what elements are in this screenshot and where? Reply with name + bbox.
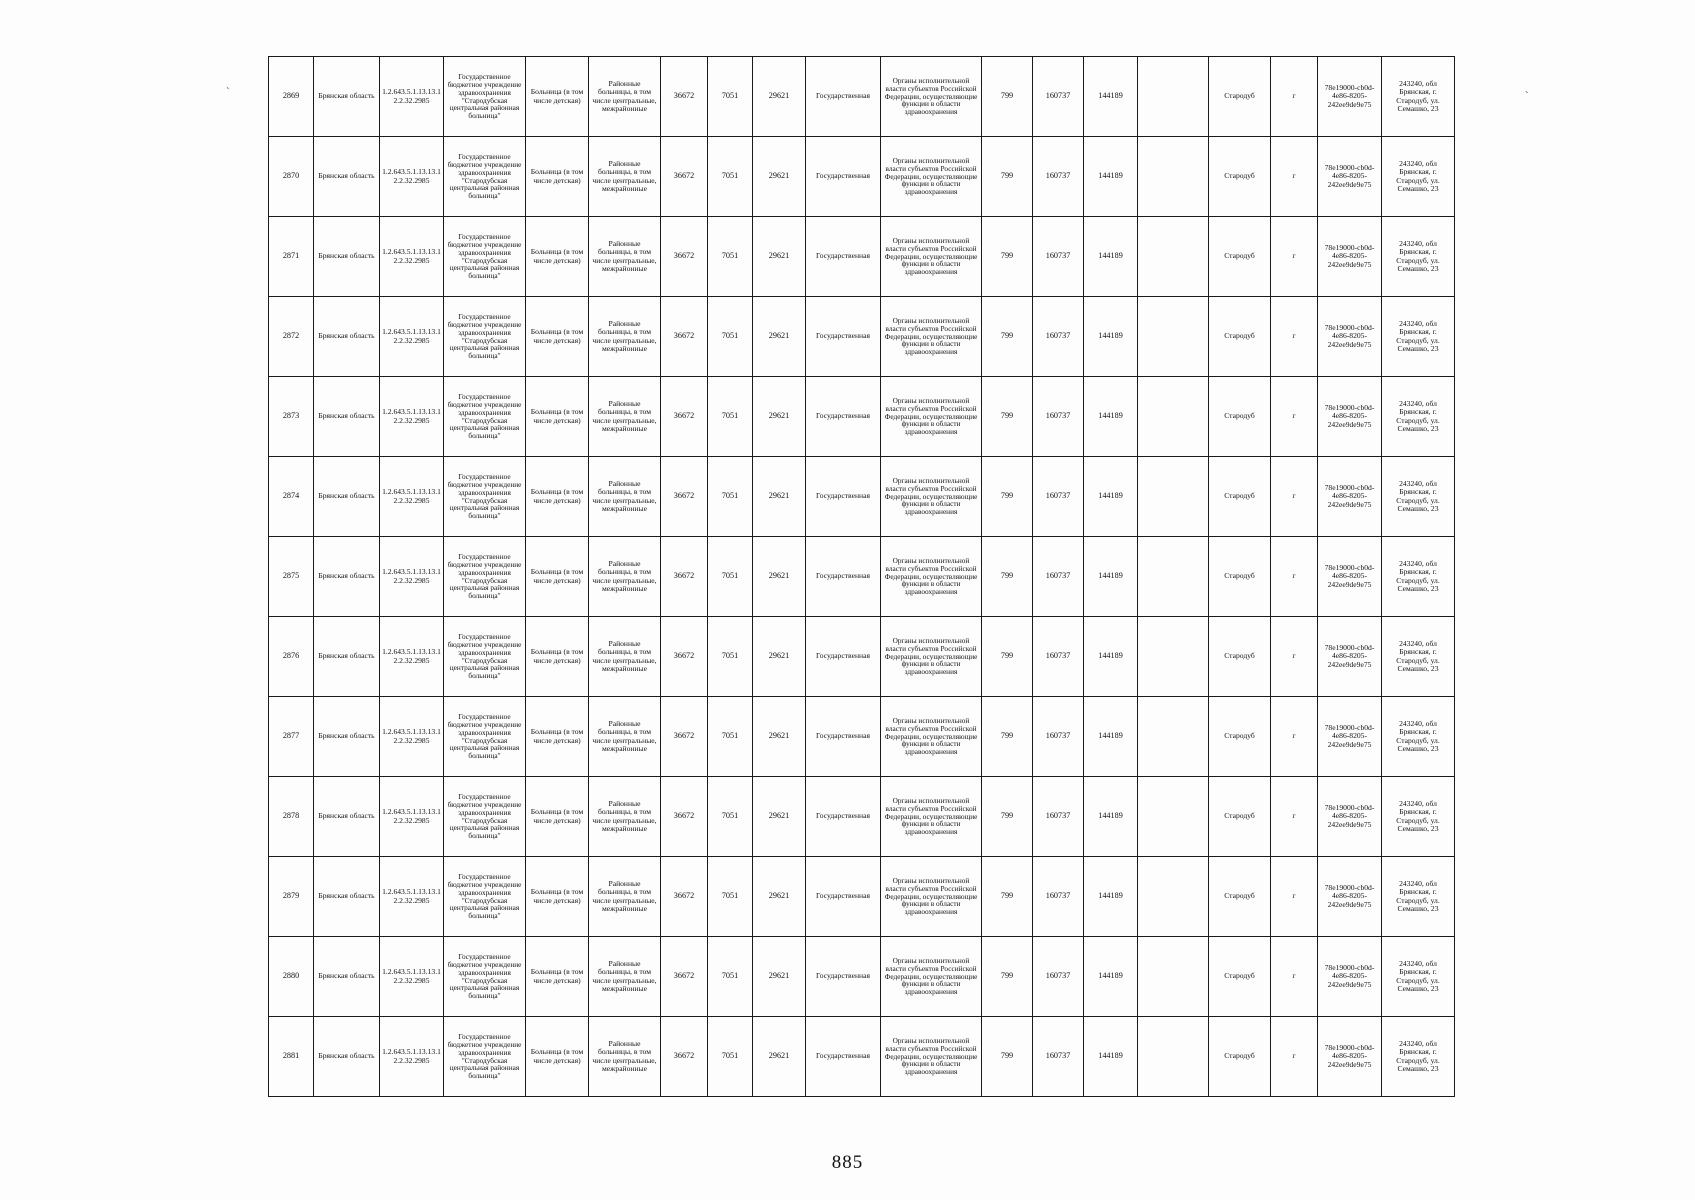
okpo-cell: 144189 [1084, 217, 1138, 297]
fias-guid-cell: 78e19000-cb0d-4e86-8205-242ee9de9e75 [1318, 937, 1382, 1017]
table-row [269, 617, 1455, 697]
okpo-cell: 144189 [1084, 297, 1138, 377]
facility-type-cell: Больница (в том числе детская) [526, 137, 589, 217]
okpo-cell: 144189 [1084, 457, 1138, 537]
city-cell: Стародуб [1209, 297, 1271, 377]
oid-code-cell: 1.2.643.5.1.13.13.12.2.32.2985 [380, 1017, 444, 1097]
table-row [269, 1017, 1455, 1097]
okpo-cell: 144189 [1084, 1017, 1138, 1097]
organization-name-cell: Государственное бюджетное учреждение здравоохранения "Стародубская центральная районная больница" [444, 57, 526, 137]
authority-cell: Органы исполнительной власти субъектов Российской Федерации, осуществляющие функции в области здравоохранения [881, 137, 982, 217]
okpo-cell: 144189 [1084, 697, 1138, 777]
visits-count-cell: 29621 [753, 297, 806, 377]
settlement-type-cell: г [1271, 777, 1318, 857]
fias-guid-cell: 78e19000-cb0d-4e86-8205-242ee9de9e75 [1318, 457, 1382, 537]
operations-count-cell: 7051 [708, 537, 753, 617]
oktmo-cell: 160737 [1033, 857, 1084, 937]
region-cell: Брянская область [314, 617, 380, 697]
oid-code-cell: 1.2.643.5.1.13.13.12.2.32.2985 [380, 537, 444, 617]
okpo-cell: 144189 [1084, 857, 1138, 937]
settlement-type-cell: г [1271, 937, 1318, 1017]
row-number-cell: 2872 [269, 297, 314, 377]
row-number-cell: 2877 [269, 697, 314, 777]
ownership-cell: Государственная [806, 1017, 881, 1097]
oid-code-cell: 1.2.643.5.1.13.13.12.2.32.2985 [380, 297, 444, 377]
ownership-cell: Государственная [806, 697, 881, 777]
address-cell: 243240, обл Брянская, г. Стародуб, ул. Семашко, 23 [1382, 57, 1455, 137]
table-row [269, 377, 1455, 457]
ownership-cell: Государственная [806, 57, 881, 137]
organization-name-cell: Государственное бюджетное учреждение здравоохранения "Стародубская центральная районная больница" [444, 857, 526, 937]
row-number-cell: 2880 [269, 937, 314, 1017]
row-number-cell: 2876 [269, 617, 314, 697]
blank-cell [1138, 217, 1209, 297]
facility-type-cell: Больница (в том числе детская) [526, 617, 589, 697]
oid-code-cell: 1.2.643.5.1.13.13.12.2.32.2985 [380, 937, 444, 1017]
okpo-cell: 144189 [1084, 617, 1138, 697]
organization-name-cell: Государственное бюджетное учреждение здравоохранения "Стародубская центральная районная больница" [444, 457, 526, 537]
visits-count-cell: 29621 [753, 697, 806, 777]
visits-count-cell: 29621 [753, 937, 806, 1017]
okopf-cell: 799 [982, 937, 1033, 1017]
okopf-cell: 799 [982, 697, 1033, 777]
organization-name-cell: Государственное бюджетное учреждение здравоохранения "Стародубская центральная районная больница" [444, 697, 526, 777]
blank-cell [1138, 617, 1209, 697]
ownership-cell: Государственная [806, 377, 881, 457]
organization-name-cell: Государственное бюджетное учреждение здравоохранения "Стародубская центральная районная больница" [444, 777, 526, 857]
beds-count-cell: 36672 [661, 617, 708, 697]
blank-cell [1138, 297, 1209, 377]
ownership-cell: Государственная [806, 137, 881, 217]
operations-count-cell: 7051 [708, 857, 753, 937]
blank-cell [1138, 537, 1209, 617]
table-row [269, 777, 1455, 857]
row-number-cell: 2874 [269, 457, 314, 537]
page-number: 885 [831, 1152, 864, 1173]
address-cell: 243240, обл Брянская, г. Стародуб, ул. Семашко, 23 [1382, 137, 1455, 217]
oid-code-cell: 1.2.643.5.1.13.13.12.2.32.2985 [380, 857, 444, 937]
authority-cell: Органы исполнительной власти субъектов Российской Федерации, осуществляющие функции в области здравоохранения [881, 937, 982, 1017]
fias-guid-cell: 78e19000-cb0d-4e86-8205-242ee9de9e75 [1318, 617, 1382, 697]
facility-subtype-cell: Районные больницы, в том числе центральные, межрайонные [589, 937, 661, 1017]
settlement-type-cell: г [1271, 217, 1318, 297]
city-cell: Стародуб [1209, 377, 1271, 457]
region-cell: Брянская область [314, 777, 380, 857]
beds-count-cell: 36672 [661, 137, 708, 217]
settlement-type-cell: г [1271, 377, 1318, 457]
fias-guid-cell: 78e19000-cb0d-4e86-8205-242ee9de9e75 [1318, 137, 1382, 217]
table-row [269, 137, 1455, 217]
authority-cell: Органы исполнительной власти субъектов Российской Федерации, осуществляющие функции в области здравоохранения [881, 857, 982, 937]
address-cell: 243240, обл Брянская, г. Стародуб, ул. Семашко, 23 [1382, 297, 1455, 377]
beds-count-cell: 36672 [661, 217, 708, 297]
okpo-cell: 144189 [1084, 57, 1138, 137]
beds-count-cell: 36672 [661, 537, 708, 617]
registry-body [269, 57, 1455, 1097]
address-cell: 243240, обл Брянская, г. Стародуб, ул. Семашко, 23 [1382, 537, 1455, 617]
visits-count-cell: 29621 [753, 137, 806, 217]
oid-code-cell: 1.2.643.5.1.13.13.12.2.32.2985 [380, 217, 444, 297]
okopf-cell: 799 [982, 1017, 1033, 1097]
facility-type-cell: Больница (в том числе детская) [526, 457, 589, 537]
okopf-cell: 799 [982, 297, 1033, 377]
okopf-cell: 799 [982, 137, 1033, 217]
oktmo-cell: 160737 [1033, 57, 1084, 137]
facility-subtype-cell: Районные больницы, в том числе центральные, межрайонные [589, 457, 661, 537]
organization-name-cell: Государственное бюджетное учреждение здравоохранения "Стародубская центральная районная больница" [444, 297, 526, 377]
operations-count-cell: 7051 [708, 937, 753, 1017]
oid-code-cell: 1.2.643.5.1.13.13.12.2.32.2985 [380, 617, 444, 697]
settlement-type-cell: г [1271, 617, 1318, 697]
operations-count-cell: 7051 [708, 297, 753, 377]
authority-cell: Органы исполнительной власти субъектов Российской Федерации, осуществляющие функции в области здравоохранения [881, 57, 982, 137]
scan-mark: ` [1525, 90, 1529, 102]
registry-table [268, 56, 1455, 1097]
oktmo-cell: 160737 [1033, 937, 1084, 1017]
oktmo-cell: 160737 [1033, 457, 1084, 537]
beds-count-cell: 36672 [661, 377, 708, 457]
oid-code-cell: 1.2.643.5.1.13.13.12.2.32.2985 [380, 377, 444, 457]
address-cell: 243240, обл Брянская, г. Стародуб, ул. Семашко, 23 [1382, 1017, 1455, 1097]
blank-cell [1138, 697, 1209, 777]
facility-type-cell: Больница (в том числе детская) [526, 57, 589, 137]
facility-type-cell: Больница (в том числе детская) [526, 1017, 589, 1097]
beds-count-cell: 36672 [661, 457, 708, 537]
registry-sheet [268, 56, 1455, 1097]
table-row [269, 57, 1455, 137]
authority-cell: Органы исполнительной власти субъектов Российской Федерации, осуществляющие функции в области здравоохранения [881, 377, 982, 457]
city-cell: Стародуб [1209, 537, 1271, 617]
organization-name-cell: Государственное бюджетное учреждение здравоохранения "Стародубская центральная районная больница" [444, 137, 526, 217]
row-number-cell: 2869 [269, 57, 314, 137]
blank-cell [1138, 137, 1209, 217]
okpo-cell: 144189 [1084, 937, 1138, 1017]
organization-name-cell: Государственное бюджетное учреждение здравоохранения "Стародубская центральная районная больница" [444, 1017, 526, 1097]
oid-code-cell: 1.2.643.5.1.13.13.12.2.32.2985 [380, 697, 444, 777]
address-cell: 243240, обл Брянская, г. Стародуб, ул. Семашко, 23 [1382, 937, 1455, 1017]
authority-cell: Органы исполнительной власти субъектов Российской Федерации, осуществляющие функции в области здравоохранения [881, 1017, 982, 1097]
authority-cell: Органы исполнительной власти субъектов Российской Федерации, осуществляющие функции в области здравоохранения [881, 777, 982, 857]
address-cell: 243240, обл Брянская, г. Стародуб, ул. Семашко, 23 [1382, 777, 1455, 857]
facility-subtype-cell: Районные больницы, в том числе центральные, межрайонные [589, 777, 661, 857]
visits-count-cell: 29621 [753, 1017, 806, 1097]
facility-subtype-cell: Районные больницы, в том числе центральные, межрайонные [589, 297, 661, 377]
facility-type-cell: Больница (в том числе детская) [526, 537, 589, 617]
settlement-type-cell: г [1271, 1017, 1318, 1097]
organization-name-cell: Государственное бюджетное учреждение здравоохранения "Стародубская центральная районная больница" [444, 617, 526, 697]
operations-count-cell: 7051 [708, 137, 753, 217]
facility-type-cell: Больница (в том числе детская) [526, 297, 589, 377]
authority-cell: Органы исполнительной власти субъектов Российской Федерации, осуществляющие функции в области здравоохранения [881, 697, 982, 777]
address-cell: 243240, обл Брянская, г. Стародуб, ул. Семашко, 23 [1382, 617, 1455, 697]
okopf-cell: 799 [982, 617, 1033, 697]
facility-subtype-cell: Районные больницы, в том числе центральные, межрайонные [589, 57, 661, 137]
oid-code-cell: 1.2.643.5.1.13.13.12.2.32.2985 [380, 457, 444, 537]
address-cell: 243240, обл Брянская, г. Стародуб, ул. Семашко, 23 [1382, 857, 1455, 937]
ownership-cell: Государственная [806, 777, 881, 857]
okpo-cell: 144189 [1084, 377, 1138, 457]
region-cell: Брянская область [314, 1017, 380, 1097]
operations-count-cell: 7051 [708, 457, 753, 537]
okpo-cell: 144189 [1084, 537, 1138, 617]
visits-count-cell: 29621 [753, 777, 806, 857]
operations-count-cell: 7051 [708, 377, 753, 457]
oktmo-cell: 160737 [1033, 617, 1084, 697]
beds-count-cell: 36672 [661, 57, 708, 137]
organization-name-cell: Государственное бюджетное учреждение здравоохранения "Стародубская центральная районная больница" [444, 377, 526, 457]
region-cell: Брянская область [314, 937, 380, 1017]
facility-subtype-cell: Районные больницы, в том числе центральные, межрайонные [589, 217, 661, 297]
blank-cell [1138, 1017, 1209, 1097]
oktmo-cell: 160737 [1033, 537, 1084, 617]
operations-count-cell: 7051 [708, 1017, 753, 1097]
facility-subtype-cell: Районные больницы, в том числе центральные, межрайонные [589, 697, 661, 777]
region-cell: Брянская область [314, 857, 380, 937]
oid-code-cell: 1.2.643.5.1.13.13.12.2.32.2985 [380, 57, 444, 137]
address-cell: 243240, обл Брянская, г. Стародуб, ул. Семашко, 23 [1382, 377, 1455, 457]
fias-guid-cell: 78e19000-cb0d-4e86-8205-242ee9de9e75 [1318, 57, 1382, 137]
city-cell: Стародуб [1209, 697, 1271, 777]
address-cell: 243240, обл Брянская, г. Стародуб, ул. Семашко, 23 [1382, 457, 1455, 537]
city-cell: Стародуб [1209, 137, 1271, 217]
okpo-cell: 144189 [1084, 777, 1138, 857]
blank-cell [1138, 937, 1209, 1017]
authority-cell: Органы исполнительной власти субъектов Российской Федерации, осуществляющие функции в области здравоохранения [881, 457, 982, 537]
facility-subtype-cell: Районные больницы, в том числе центральные, межрайонные [589, 617, 661, 697]
row-number-cell: 2875 [269, 537, 314, 617]
settlement-type-cell: г [1271, 457, 1318, 537]
blank-cell [1138, 457, 1209, 537]
table-row [269, 297, 1455, 377]
organization-name-cell: Государственное бюджетное учреждение здравоохранения "Стародубская центральная районная больница" [444, 217, 526, 297]
blank-cell [1138, 777, 1209, 857]
facility-subtype-cell: Районные больницы, в том числе центральные, межрайонные [589, 1017, 661, 1097]
facility-type-cell: Больница (в том числе детская) [526, 377, 589, 457]
okopf-cell: 799 [982, 217, 1033, 297]
address-cell: 243240, обл Брянская, г. Стародуб, ул. Семашко, 23 [1382, 217, 1455, 297]
ownership-cell: Государственная [806, 217, 881, 297]
fias-guid-cell: 78e19000-cb0d-4e86-8205-242ee9de9e75 [1318, 1017, 1382, 1097]
visits-count-cell: 29621 [753, 57, 806, 137]
region-cell: Брянская область [314, 137, 380, 217]
table-row [269, 937, 1455, 1017]
table-row [269, 217, 1455, 297]
okopf-cell: 799 [982, 857, 1033, 937]
table-row [269, 697, 1455, 777]
city-cell: Стародуб [1209, 57, 1271, 137]
authority-cell: Органы исполнительной власти субъектов Российской Федерации, осуществляющие функции в области здравоохранения [881, 537, 982, 617]
blank-cell [1138, 57, 1209, 137]
scan-mark: ` [226, 86, 230, 98]
fias-guid-cell: 78e19000-cb0d-4e86-8205-242ee9de9e75 [1318, 537, 1382, 617]
fias-guid-cell: 78e19000-cb0d-4e86-8205-242ee9de9e75 [1318, 217, 1382, 297]
fias-guid-cell: 78e19000-cb0d-4e86-8205-242ee9de9e75 [1318, 857, 1382, 937]
table-row [269, 537, 1455, 617]
oktmo-cell: 160737 [1033, 217, 1084, 297]
visits-count-cell: 29621 [753, 537, 806, 617]
oktmo-cell: 160737 [1033, 1017, 1084, 1097]
region-cell: Брянская область [314, 457, 380, 537]
okopf-cell: 799 [982, 777, 1033, 857]
oktmo-cell: 160737 [1033, 377, 1084, 457]
ownership-cell: Государственная [806, 937, 881, 1017]
beds-count-cell: 36672 [661, 777, 708, 857]
facility-subtype-cell: Районные больницы, в том числе центральные, межрайонные [589, 537, 661, 617]
visits-count-cell: 29621 [753, 377, 806, 457]
facility-subtype-cell: Районные больницы, в том числе центральные, межрайонные [589, 857, 661, 937]
ownership-cell: Государственная [806, 297, 881, 377]
oktmo-cell: 160737 [1033, 297, 1084, 377]
city-cell: Стародуб [1209, 857, 1271, 937]
settlement-type-cell: г [1271, 537, 1318, 617]
fias-guid-cell: 78e19000-cb0d-4e86-8205-242ee9de9e75 [1318, 377, 1382, 457]
facility-type-cell: Больница (в том числе детская) [526, 937, 589, 1017]
beds-count-cell: 36672 [661, 297, 708, 377]
oktmo-cell: 160737 [1033, 777, 1084, 857]
region-cell: Брянская область [314, 217, 380, 297]
oid-code-cell: 1.2.643.5.1.13.13.12.2.32.2985 [380, 777, 444, 857]
authority-cell: Органы исполнительной власти субъектов Российской Федерации, осуществляющие функции в области здравоохранения [881, 217, 982, 297]
oktmo-cell: 160737 [1033, 697, 1084, 777]
facility-subtype-cell: Районные больницы, в том числе центральные, межрайонные [589, 137, 661, 217]
city-cell: Стародуб [1209, 1017, 1271, 1097]
facility-type-cell: Больница (в том числе детская) [526, 697, 589, 777]
city-cell: Стародуб [1209, 937, 1271, 1017]
operations-count-cell: 7051 [708, 617, 753, 697]
okopf-cell: 799 [982, 57, 1033, 137]
ownership-cell: Государственная [806, 617, 881, 697]
row-number-cell: 2870 [269, 137, 314, 217]
facility-type-cell: Больница (в том числе детская) [526, 217, 589, 297]
settlement-type-cell: г [1271, 57, 1318, 137]
row-number-cell: 2873 [269, 377, 314, 457]
facility-subtype-cell: Районные больницы, в том числе центральные, межрайонные [589, 377, 661, 457]
settlement-type-cell: г [1271, 137, 1318, 217]
okopf-cell: 799 [982, 377, 1033, 457]
row-number-cell: 2881 [269, 1017, 314, 1097]
beds-count-cell: 36672 [661, 697, 708, 777]
visits-count-cell: 29621 [753, 617, 806, 697]
operations-count-cell: 7051 [708, 57, 753, 137]
settlement-type-cell: г [1271, 297, 1318, 377]
fias-guid-cell: 78e19000-cb0d-4e86-8205-242ee9de9e75 [1318, 777, 1382, 857]
authority-cell: Органы исполнительной власти субъектов Российской Федерации, осуществляющие функции в области здравоохранения [881, 297, 982, 377]
settlement-type-cell: г [1271, 857, 1318, 937]
operations-count-cell: 7051 [708, 777, 753, 857]
city-cell: Стародуб [1209, 777, 1271, 857]
authority-cell: Органы исполнительной власти субъектов Российской Федерации, осуществляющие функции в области здравоохранения [881, 617, 982, 697]
row-number-cell: 2871 [269, 217, 314, 297]
table-row [269, 457, 1455, 537]
operations-count-cell: 7051 [708, 217, 753, 297]
oid-code-cell: 1.2.643.5.1.13.13.12.2.32.2985 [380, 137, 444, 217]
ownership-cell: Государственная [806, 457, 881, 537]
fias-guid-cell: 78e19000-cb0d-4e86-8205-242ee9de9e75 [1318, 697, 1382, 777]
row-number-cell: 2878 [269, 777, 314, 857]
beds-count-cell: 36672 [661, 857, 708, 937]
facility-type-cell: Больница (в том числе детская) [526, 777, 589, 857]
region-cell: Брянская область [314, 57, 380, 137]
okpo-cell: 144189 [1084, 137, 1138, 217]
okopf-cell: 799 [982, 457, 1033, 537]
settlement-type-cell: г [1271, 697, 1318, 777]
oktmo-cell: 160737 [1033, 137, 1084, 217]
okopf-cell: 799 [982, 537, 1033, 617]
region-cell: Брянская область [314, 697, 380, 777]
ownership-cell: Государственная [806, 857, 881, 937]
beds-count-cell: 36672 [661, 937, 708, 1017]
blank-cell [1138, 377, 1209, 457]
city-cell: Стародуб [1209, 457, 1271, 537]
table-row [269, 857, 1455, 937]
address-cell: 243240, обл Брянская, г. Стародуб, ул. Семашко, 23 [1382, 697, 1455, 777]
region-cell: Брянская область [314, 377, 380, 457]
facility-type-cell: Больница (в том числе детская) [526, 857, 589, 937]
city-cell: Стародуб [1209, 617, 1271, 697]
fias-guid-cell: 78e19000-cb0d-4e86-8205-242ee9de9e75 [1318, 297, 1382, 377]
region-cell: Брянская область [314, 537, 380, 617]
visits-count-cell: 29621 [753, 857, 806, 937]
beds-count-cell: 36672 [661, 1017, 708, 1097]
city-cell: Стародуб [1209, 217, 1271, 297]
ownership-cell: Государственная [806, 537, 881, 617]
row-number-cell: 2879 [269, 857, 314, 937]
visits-count-cell: 29621 [753, 457, 806, 537]
blank-cell [1138, 857, 1209, 937]
operations-count-cell: 7051 [708, 697, 753, 777]
organization-name-cell: Государственное бюджетное учреждение здравоохранения "Стародубская центральная районная больница" [444, 937, 526, 1017]
visits-count-cell: 29621 [753, 217, 806, 297]
organization-name-cell: Государственное бюджетное учреждение здравоохранения "Стародубская центральная районная больница" [444, 537, 526, 617]
region-cell: Брянская область [314, 297, 380, 377]
